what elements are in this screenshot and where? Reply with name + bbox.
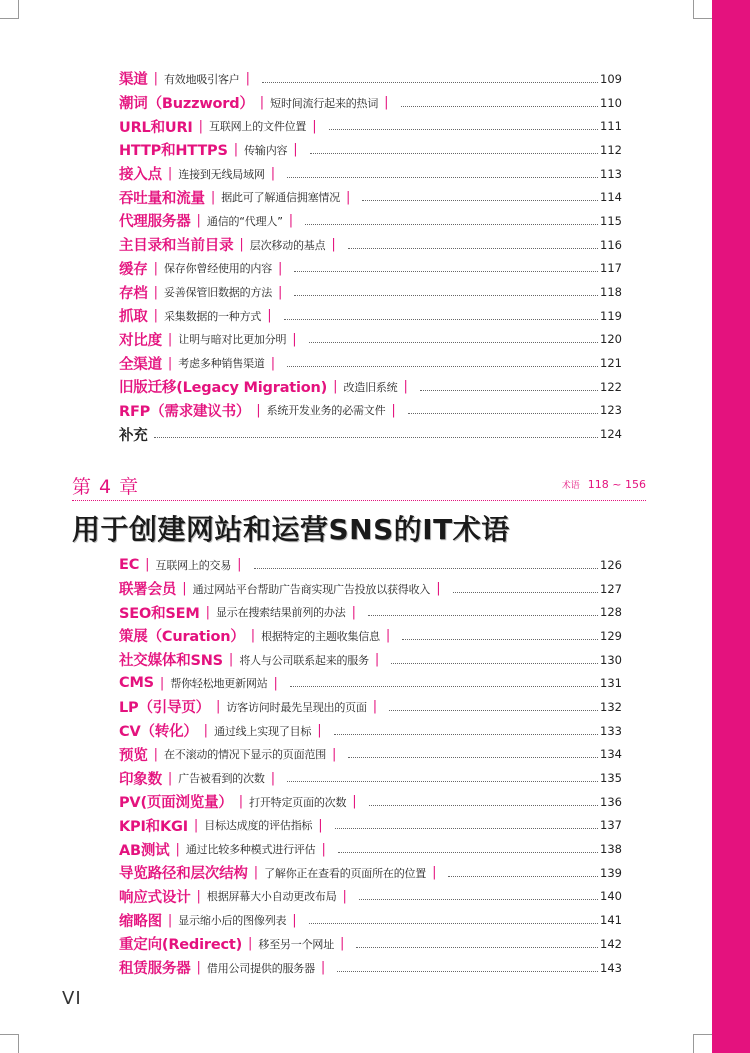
separator-bar: | xyxy=(270,355,276,371)
toc-page-number: 128 xyxy=(600,605,622,620)
toc-term: CMS xyxy=(119,675,154,692)
chapter4-toc-list xyxy=(119,553,622,979)
toc-entry[interactable] xyxy=(119,280,622,304)
chapter-term-range xyxy=(562,478,646,491)
toc-description: 移至另一个网址 xyxy=(258,937,335,951)
toc-page-number: 119 xyxy=(600,308,622,323)
toc-page-number: 140 xyxy=(600,889,622,904)
page-number: VI xyxy=(62,988,82,1009)
toc-description: 系统开发业务的必需文件 xyxy=(266,404,386,418)
dot-leader xyxy=(402,638,598,640)
toc-page-number: 141 xyxy=(600,913,622,928)
chapter-title: 用于创建网站和运营SNS的IT术语 xyxy=(72,513,510,546)
crop-mark xyxy=(0,0,19,19)
separator-bar: | xyxy=(239,237,244,253)
separator-bar: | xyxy=(196,960,201,976)
separator-bar: | xyxy=(203,723,209,739)
toc-page-number: 134 xyxy=(600,747,622,762)
dot-leader xyxy=(294,294,598,296)
toc-description: 目标达成度的评估指标 xyxy=(204,819,313,833)
dot-leader xyxy=(254,567,598,569)
dot-leader xyxy=(448,875,598,877)
toc-page-number: 132 xyxy=(600,699,622,714)
toc-entry[interactable] xyxy=(119,138,622,162)
toc-description: 层次移动的基点 xyxy=(249,238,326,252)
toc-entry[interactable] xyxy=(119,956,622,980)
toc-term: 抓取 xyxy=(119,309,148,326)
separator-bar: | xyxy=(278,284,283,300)
separator-bar: | xyxy=(196,213,201,229)
toc-description: 将人与公司联系起来的服务 xyxy=(239,653,369,667)
separator-bar: | xyxy=(331,237,336,253)
toc-entry[interactable] xyxy=(119,257,622,281)
toc-entry[interactable] xyxy=(119,861,622,885)
dot-leader xyxy=(287,780,598,782)
toc-term: 缩略图 xyxy=(119,913,162,930)
toc-term: 租赁服务器 xyxy=(119,961,191,978)
separator-bar: | xyxy=(432,865,437,881)
toc-entry[interactable] xyxy=(119,114,622,138)
dot-leader xyxy=(294,270,598,272)
toc-description: 显示缩小后的图像列表 xyxy=(178,914,287,928)
toc-description: 短时间流行起来的热词 xyxy=(270,96,379,110)
toc-page-number: 142 xyxy=(600,936,622,951)
separator-bar: | xyxy=(384,95,389,111)
dot-leader xyxy=(262,81,598,83)
chapter3-toc-list xyxy=(119,67,622,446)
toc-entry[interactable] xyxy=(119,209,622,233)
separator-bar: | xyxy=(270,770,276,786)
separator-bar: | xyxy=(288,213,294,229)
toc-entry[interactable] xyxy=(119,375,622,399)
separator-bar: | xyxy=(167,166,173,182)
dot-leader xyxy=(356,946,598,948)
toc-entry[interactable] xyxy=(119,908,622,932)
toc-entry[interactable] xyxy=(119,304,622,328)
dot-leader xyxy=(368,614,598,616)
separator-bar: | xyxy=(342,888,347,904)
separator-bar: | xyxy=(267,308,272,324)
separator-bar: | xyxy=(332,746,337,762)
toc-description: 在不滚动的情况下显示的页面范围 xyxy=(164,748,326,762)
toc-page-number: 114 xyxy=(600,190,622,205)
toc-entry[interactable] xyxy=(119,624,622,648)
toc-entry[interactable] xyxy=(119,600,622,624)
toc-term: 缓存 xyxy=(119,261,148,278)
separator-bar: | xyxy=(346,189,351,205)
toc-entry[interactable] xyxy=(119,743,622,767)
toc-entry[interactable] xyxy=(119,790,622,814)
toc-page-number: 124 xyxy=(600,427,622,442)
toc-entry[interactable] xyxy=(119,766,622,790)
toc-page-number: 127 xyxy=(600,581,622,596)
toc-term: KPI和KGI xyxy=(119,818,188,835)
separator-bar: | xyxy=(321,841,326,857)
dot-leader xyxy=(337,970,598,972)
separator-bar: | xyxy=(233,142,239,158)
toc-entry[interactable] xyxy=(119,91,622,115)
toc-page-number: 138 xyxy=(600,842,622,857)
toc-page-number: 116 xyxy=(600,237,622,252)
separator-bar: | xyxy=(320,960,326,976)
toc-description: 妥善保管旧数据的方法 xyxy=(164,286,272,300)
toc-page-number: 135 xyxy=(600,771,622,786)
separator-bar: | xyxy=(293,142,298,158)
separator-bar: | xyxy=(153,746,158,762)
toc-term: EC xyxy=(119,556,140,573)
separator-bar: | xyxy=(237,557,242,573)
toc-entry[interactable] xyxy=(119,553,622,577)
toc-description: 帮你轻松地更新网站 xyxy=(170,677,268,691)
toc-entry[interactable] xyxy=(119,648,622,672)
toc-term: 重定向(Redirect) xyxy=(119,937,243,954)
toc-description: 连接到无线局域网 xyxy=(178,167,265,181)
crop-mark xyxy=(0,1034,19,1053)
separator-bar: | xyxy=(270,166,276,182)
toc-entry[interactable] xyxy=(119,671,622,695)
toc-page-number: 110 xyxy=(600,95,622,110)
separator-bar: | xyxy=(250,628,256,644)
separator-bar: | xyxy=(317,723,322,739)
toc-entry[interactable] xyxy=(119,422,622,446)
dot-leader xyxy=(309,922,598,924)
dot-leader xyxy=(408,412,598,414)
toc-description: 通信的“代理人” xyxy=(206,214,283,228)
dot-leader xyxy=(389,709,598,711)
toc-term: LP（引导页） xyxy=(119,700,210,717)
dot-leader xyxy=(310,152,598,154)
toc-term: 对比度 xyxy=(119,332,162,349)
toc-term: CV（转化） xyxy=(119,724,198,741)
toc-page-number: 113 xyxy=(600,166,622,181)
dot-leader xyxy=(420,389,598,391)
dot-leader xyxy=(369,804,598,806)
toc-description: 保存你曾经使用的内容 xyxy=(164,262,272,276)
toc-term: 响应式设计 xyxy=(119,889,191,906)
dot-leader xyxy=(154,436,598,438)
toc-description: 广告被看到的次数 xyxy=(178,772,265,786)
separator-bar: | xyxy=(167,355,173,371)
toc-entry[interactable] xyxy=(119,162,622,186)
crop-mark xyxy=(693,0,712,19)
toc-page-number: 130 xyxy=(600,652,622,667)
toc-term: 联署会员 xyxy=(119,582,177,599)
toc-term: AB测试 xyxy=(119,842,170,859)
toc-term: 印象数 xyxy=(119,771,162,788)
separator-bar: | xyxy=(391,402,396,418)
separator-bar: | xyxy=(167,331,173,347)
toc-description: 显示在搜索结果前列的办法 xyxy=(215,606,346,620)
toc-description: 互联网上的文件位置 xyxy=(209,120,307,134)
toc-description: 通过线上实现了目标 xyxy=(214,724,312,738)
toc-entry[interactable] xyxy=(119,185,622,209)
toc-term: RFP（需求建议书） xyxy=(119,403,251,420)
separator-bar: | xyxy=(351,604,356,620)
chapter-range-value: 118 ~ 156 xyxy=(587,478,646,491)
dot-leader xyxy=(284,318,598,320)
toc-entry[interactable] xyxy=(119,577,622,601)
separator-bar: | xyxy=(153,308,158,324)
toc-description: 有效地吸引客户 xyxy=(164,72,240,86)
toc-description: 根据屏幕大小自动更改布局 xyxy=(206,890,337,904)
separator-bar: | xyxy=(159,675,165,691)
toc-term: 策展（Curation） xyxy=(119,629,245,646)
separator-bar: | xyxy=(145,557,150,573)
separator-bar: | xyxy=(175,841,180,857)
toc-term: 渠道 xyxy=(119,72,148,89)
toc-description: 访客访问时最先呈现出的页面 xyxy=(226,700,367,714)
separator-bar: | xyxy=(259,95,265,111)
dot-leader xyxy=(359,898,598,900)
separator-bar: | xyxy=(340,936,345,952)
chapter-header xyxy=(72,470,646,501)
separator-bar: | xyxy=(273,675,278,691)
toc-term: 主目录和当前目录 xyxy=(119,238,234,255)
toc-page-number: 131 xyxy=(600,676,622,691)
dot-leader xyxy=(305,223,598,225)
toc-page-number: 120 xyxy=(600,332,622,347)
toc-entry[interactable] xyxy=(119,695,622,719)
toc-page-number: 109 xyxy=(600,71,622,86)
separator-bar: | xyxy=(238,794,244,810)
separator-bar: | xyxy=(215,699,221,715)
separator-bar: | xyxy=(292,331,297,347)
chapter-range-prefix: 术语 xyxy=(561,481,580,491)
dot-leader xyxy=(290,685,598,687)
magenta-edge-bar xyxy=(712,0,750,1053)
toc-description: 借用公司提供的服务器 xyxy=(206,961,315,975)
dot-leader xyxy=(338,851,598,853)
dot-leader xyxy=(329,128,598,130)
separator-bar: | xyxy=(248,936,253,952)
toc-term: SEO和SEM xyxy=(119,605,200,622)
toc-page-number: 121 xyxy=(600,356,622,371)
separator-bar: | xyxy=(167,912,173,928)
toc-term: 导览路径和层次结构 xyxy=(119,866,248,883)
separator-bar: | xyxy=(198,118,204,134)
dot-leader xyxy=(362,199,598,201)
separator-bar: | xyxy=(228,652,234,668)
toc-page-number: 115 xyxy=(600,213,622,228)
toc-page-number: 126 xyxy=(600,557,622,572)
separator-bar: | xyxy=(312,118,317,134)
toc-term: 补充 xyxy=(119,427,148,444)
toc-description: 据此可了解通信拥塞情况 xyxy=(221,191,341,205)
separator-bar: | xyxy=(167,770,173,786)
toc-term: 潮词（Buzzword） xyxy=(119,96,254,113)
dot-leader xyxy=(335,827,598,829)
separator-bar: | xyxy=(352,794,357,810)
dot-leader xyxy=(309,341,598,343)
separator-bar: | xyxy=(193,817,199,833)
toc-page-number: 117 xyxy=(600,261,622,276)
dot-leader xyxy=(287,176,598,178)
toc-page-number: 122 xyxy=(600,379,622,394)
separator-bar: | xyxy=(153,260,158,276)
toc-description: 采集数据的一种方式 xyxy=(164,309,262,323)
toc-description: 互联网上的交易 xyxy=(155,558,232,572)
toc-description: 传输内容 xyxy=(244,143,288,157)
dot-leader xyxy=(334,733,598,735)
toc-page-number: 118 xyxy=(600,285,622,300)
toc-entry[interactable] xyxy=(119,67,622,91)
separator-bar: | xyxy=(210,189,216,205)
separator-bar: | xyxy=(245,71,250,87)
dot-leader xyxy=(287,365,598,367)
crop-mark xyxy=(693,1034,712,1053)
toc-term: 代理服务器 xyxy=(119,214,191,231)
dot-leader xyxy=(391,662,598,664)
toc-term: PV(页面浏览量） xyxy=(119,795,233,812)
toc-page-number: 112 xyxy=(600,142,622,157)
toc-description: 让明与暗对比更加分明 xyxy=(178,333,287,347)
toc-entry[interactable] xyxy=(119,814,622,838)
dot-leader xyxy=(453,591,598,593)
separator-bar: | xyxy=(153,284,158,300)
separator-bar: | xyxy=(256,402,261,418)
toc-page-number: 137 xyxy=(600,818,622,833)
toc-term: 存档 xyxy=(119,285,148,302)
toc-term: 接入点 xyxy=(119,167,162,184)
toc-term: 全渠道 xyxy=(119,356,162,373)
toc-description: 改造旧系统 xyxy=(343,380,398,394)
separator-bar: | xyxy=(436,581,441,597)
separator-bar: | xyxy=(333,379,338,395)
toc-description: 打开特定页面的次数 xyxy=(249,795,347,809)
toc-entry[interactable] xyxy=(119,837,622,861)
toc-page-number: 136 xyxy=(600,794,622,809)
toc-description: 根据特定的主题收集信息 xyxy=(261,629,380,643)
toc-description: 通过网站平台帮助广告商实现广告投放以获得收入 xyxy=(192,582,431,596)
toc-term: 社交媒体和SNS xyxy=(119,653,223,670)
toc-entry[interactable] xyxy=(119,399,622,423)
toc-description: 了解你正在查看的页面所在的位置 xyxy=(264,866,427,880)
toc-page-number: 133 xyxy=(600,723,622,738)
toc-description: 通过比较多种模式进行评估 xyxy=(185,843,316,857)
toc-entry[interactable] xyxy=(119,351,622,375)
separator-bar: | xyxy=(374,652,380,668)
dot-leader xyxy=(348,756,598,758)
separator-bar: | xyxy=(403,379,408,395)
toc-term: 旧版迁移(Legacy Migration) xyxy=(119,380,328,397)
toc-page-number: 111 xyxy=(600,119,622,134)
toc-term: 吞吐量和流量 xyxy=(119,190,205,207)
toc-entry[interactable] xyxy=(119,885,622,909)
separator-bar: | xyxy=(385,628,391,644)
toc-entry[interactable] xyxy=(119,233,622,257)
toc-page-number: 129 xyxy=(600,628,622,643)
toc-page-number: 123 xyxy=(600,403,622,418)
toc-term: URL和URI xyxy=(119,119,193,136)
dot-leader xyxy=(348,247,598,249)
separator-bar: | xyxy=(292,912,297,928)
toc-page-number: 143 xyxy=(600,960,622,975)
toc-term: HTTP和HTTPS xyxy=(119,143,228,160)
toc-entry[interactable] xyxy=(119,719,622,743)
separator-bar: | xyxy=(182,581,187,597)
toc-description: 考虑多种销售渠道 xyxy=(178,357,265,371)
separator-bar: | xyxy=(253,865,259,881)
separator-bar: | xyxy=(278,260,283,276)
separator-bar: | xyxy=(318,817,323,833)
separator-bar: | xyxy=(372,699,378,715)
toc-entry[interactable] xyxy=(119,328,622,352)
toc-page-number: 139 xyxy=(600,865,622,880)
separator-bar: | xyxy=(205,604,210,620)
toc-entry[interactable] xyxy=(119,932,622,956)
toc-term: 预览 xyxy=(119,747,148,764)
separator-bar: | xyxy=(153,71,158,87)
chapter-label: 第 4 章 xyxy=(72,476,140,498)
dot-leader xyxy=(401,105,598,107)
separator-bar: | xyxy=(196,888,201,904)
